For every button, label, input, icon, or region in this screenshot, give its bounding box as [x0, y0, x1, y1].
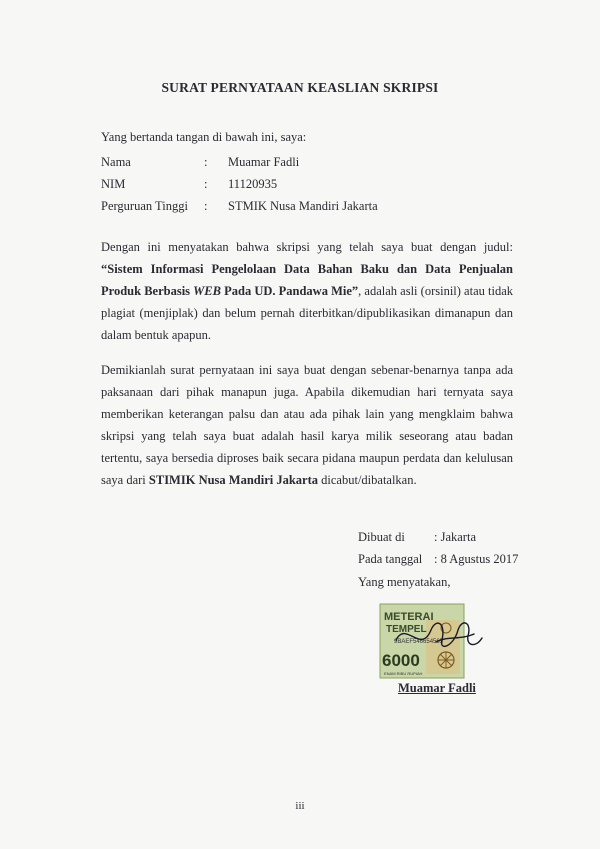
signing-place-value: : Jakarta [434, 530, 476, 544]
thesis-title-part: “Sistem Informasi Pengelolaan Data Bahan Baku dan Data Penjualan Produk Berbasis [101, 262, 513, 298]
field-separator: : [204, 199, 208, 213]
thesis-title-web: WEB [193, 284, 221, 298]
thesis-title-part: Pada UD. Pandawa Mie” [220, 284, 359, 298]
field-row-nim [101, 177, 521, 195]
signing-place-row [358, 530, 558, 548]
field-value: STMIK Nusa Mandiri Jakarta [228, 199, 378, 213]
field-row-name [101, 155, 521, 173]
stamp-serial: 9BAEF546654565 [394, 639, 444, 645]
field-label: NIM [101, 177, 126, 191]
stamp-text-line2: TEMPEL [386, 624, 427, 635]
paragraph-text: Dengan ini menyatakan bahwa skripsi yang telah saya buat dengan judul: [101, 240, 513, 254]
statement-label: Yang menyatakan, [358, 575, 451, 589]
signing-date-row [358, 552, 558, 570]
field-value: 11120935 [228, 177, 278, 191]
field-label: Perguruan Tinggi [101, 199, 188, 213]
institution-name: STIMIK Nusa Mandiri Jakarta [148, 473, 319, 487]
document-title: SURAT PERNYATAAN KEASLIAN SKRIPSI [161, 80, 439, 95]
intro-text: Yang bertanda tangan di bawah ini, saya: [101, 130, 307, 144]
field-row-university [101, 199, 521, 217]
field-separator: : [204, 155, 208, 169]
declaration-paragraph [101, 359, 513, 491]
field-separator: : [204, 177, 208, 191]
signing-place-label: Dibuat di [358, 530, 405, 544]
stamp-text-line1: METERAI [384, 611, 434, 623]
signer-name: Muamar Fadli [398, 681, 476, 695]
field-value: Muamar Fadli [228, 155, 300, 169]
stamp-amount: 6000 [382, 651, 420, 670]
signing-date-value: : 8 Agustus 2017 [434, 552, 519, 566]
page-number: iii [295, 800, 305, 812]
signing-date-label: Pada tanggal [358, 552, 423, 566]
revenue-stamp-with-signature [376, 600, 486, 682]
paragraph-text: , adalah asli (orsinil) atau tidak plagiat (menjiplak) dan belum pernah diterbitkan/dipublikasikan dimanapun dan dalam bentuk apapun. [101, 284, 514, 342]
field-label: Nama [101, 155, 131, 169]
paragraph-text: dicabut/dibatalkan. [318, 473, 417, 487]
stamp-subtext: ENAM RIBU RUPIAH [384, 671, 423, 676]
statement-paragraph [101, 236, 513, 346]
paragraph-text: Demikianlah surat pernyataan ini saya buat dengan sebenar-benarnya tanpa ada paksanaan dari pihak manapun juga. Apabila dikemudian hari ternyata saya memberikan keterangan palsu dan atau ada pihak lain yang mengklaim bahwa skripsi yang telah saya buat adalah hasil karya milik seseorang atau badan tertentu, saya bersedia diproses baik secara pidana maupun perdata dan kelulusan saya dari [101, 363, 513, 487]
